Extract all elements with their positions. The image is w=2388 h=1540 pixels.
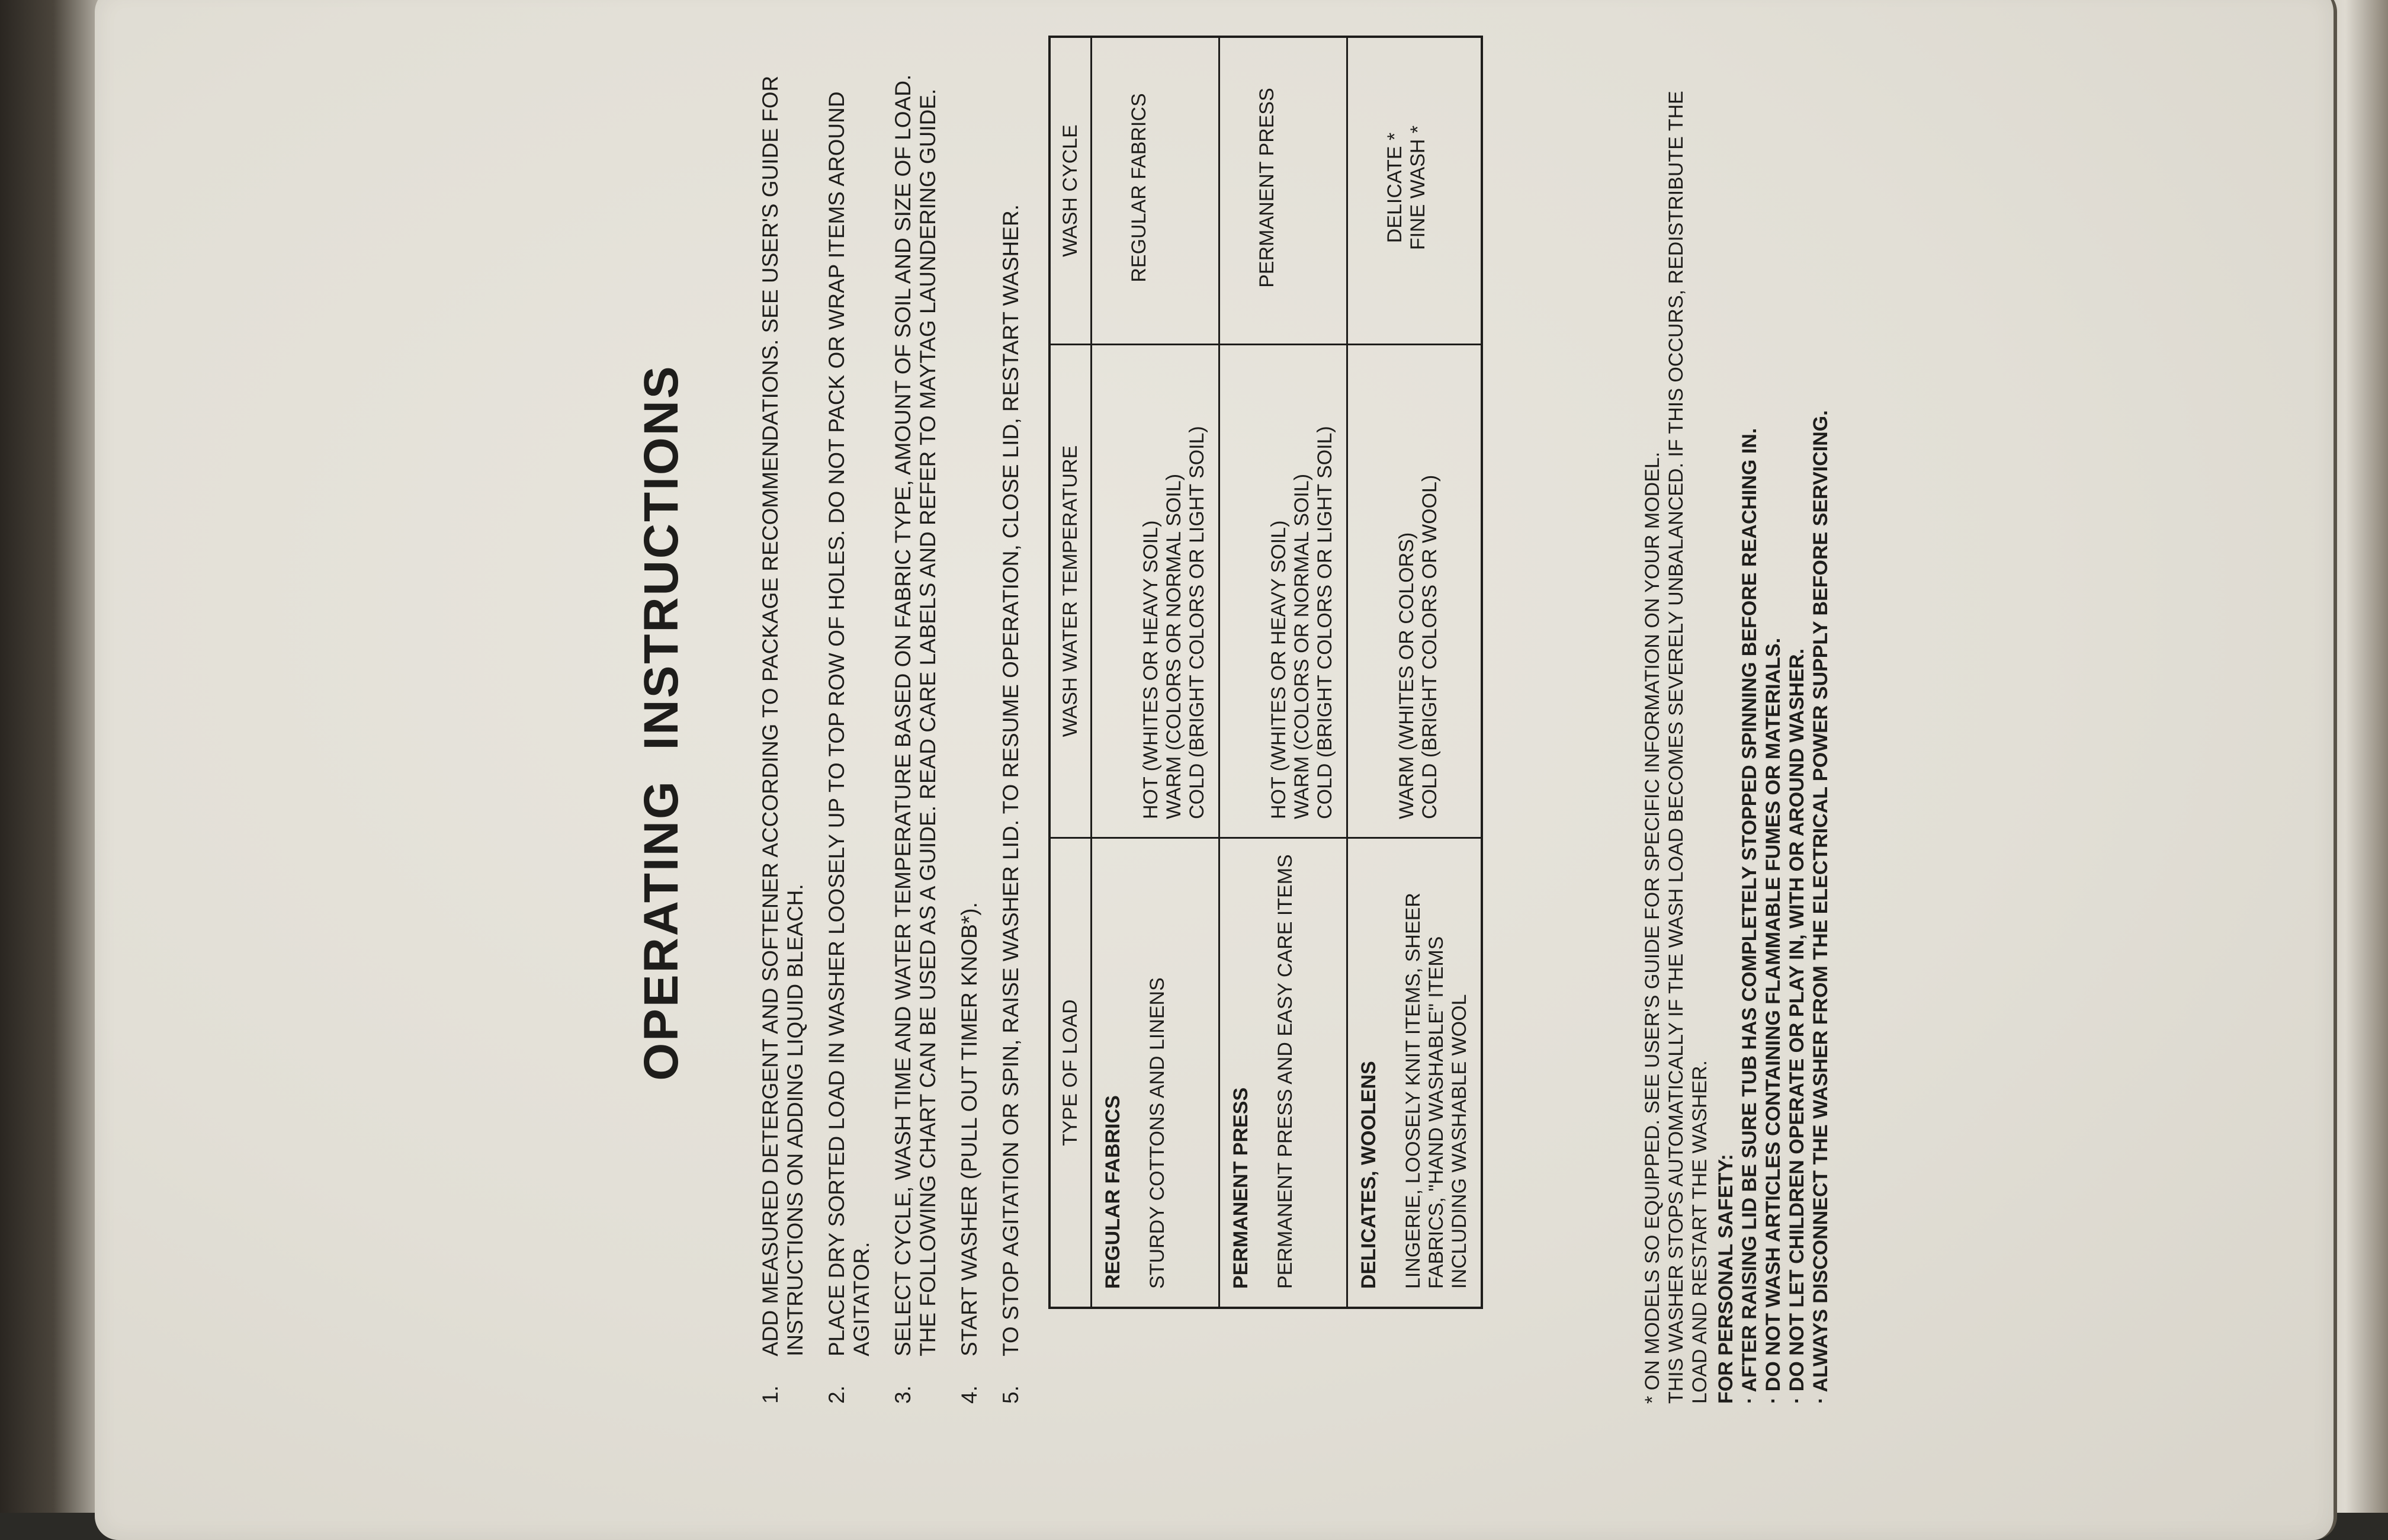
col-header-temperature: WASH WATER TEMPERATURE [1049,345,1092,838]
step-number: 5. [999,1385,1023,1404]
step-text: SELECT CYCLE, WASH TIME AND WATER TEMPERATURE BASED ON FABRIC TYPE, AMOUNT OF SOIL AND SIZE OF LOAD. THE FOLLOWING CHART CAN BE USED AS A GUIDE. READ CARE LABELS AND REFER TO MAYTAG LAUNDERING GUIDE. [891,74,940,1356]
step-item [758,41,808,1404]
notes-section [1641,41,1832,1404]
load-cell [1219,838,1347,1308]
step-number: 2. [824,1385,849,1404]
load-cell [1092,838,1219,1308]
step-text: PLACE DRY SORTED LOAD IN WASHER LOOSELY UP TO TOP ROW OF HOLES. DO NOT PACK OR WRAP ITEMS AROUND AGITATOR. [824,91,874,1356]
table-header-row [1049,37,1092,1308]
group-name: PERMANENT PRESS [1230,1087,1252,1289]
safety-item: · DO NOT LET CHILDREN OPERATE OR PLAY IN, WITH OR AROUND WASHER. [1786,648,1808,1404]
load-description: PERMANENT PRESS AND EASY CARE ITEMS [1274,854,1296,1289]
temp-line: HOT (WHITES OR HEAVY SOIL) [1267,520,1290,819]
safety-item: · AFTER RAISING LID BE SURE TUB HAS COMPLETELY STOPPED SPINNING BEFORE REACHING IN. [1738,428,1761,1404]
cycle-line: DELICATE * [1384,132,1406,243]
steps-list [758,41,1040,1404]
temp-line: COLD (BRIGHT COLORS OR LIGHT SOIL) [1314,426,1336,819]
group-name: DELICATES, WOOLENS [1357,1061,1380,1289]
cycle-cell [1092,37,1219,345]
cycle-line: PERMANENT PRESS [1256,88,1278,288]
step-item [891,41,941,1404]
temp-line: HOT (WHITES OR HEAVY SOIL) [1140,520,1162,819]
unbalanced-note: THIS WASHER STOPS AUTOMATICALLY IF THE WASH LOAD BECOMES SEVERELY UNBALANCED. IF THIS OCCURS, REDISTRIBUTE THE LOAD AND RESTART THE WASHER. [1665,91,1711,1404]
step-text: START WASHER (PULL OUT TIMER KNOB*). [957,902,981,1356]
table-row [1219,37,1347,1308]
step-item [999,41,1023,1404]
safety-heading: FOR PERSONAL SAFETY: [1715,1154,1737,1404]
col-header-load: TYPE OF LOAD [1049,838,1092,1308]
step-item [957,41,982,1404]
temp-line: WARM (WHITES OR COLORS) [1395,532,1418,819]
step-number: 3. [891,1385,915,1404]
table-row [1092,37,1219,1308]
temperature-cell [1219,345,1347,838]
temp-line: WARM (COLORS OR NORMAL SOIL) [1291,473,1313,819]
load-description: STURDY COTTONS AND LINENS [1146,977,1169,1289]
step-text: ADD MEASURED DETERGENT AND SOFTENER ACCORDING TO PACKAGE RECOMMENDATIONS. SEE USER'S GUIDE FOR INSTRUCTIONS ON ADDING LIQUID BLEACH. [758,75,807,1356]
instruction-label [622,18,1832,1427]
safety-item: · ALWAYS DISCONNECT THE WASHER FROM THE ELECTRICAL POWER SUPPLY BEFORE SERVICING. [1809,410,1832,1404]
cycle-line: FINE WASH * [1407,125,1429,251]
group-name: REGULAR FABRICS [1102,1095,1124,1289]
wash-chart-table [1048,36,1483,1309]
step-number: 4. [957,1385,981,1404]
temperature-cell [1092,345,1219,838]
page-title: OPERATING INSTRUCTIONS [634,364,688,1081]
temperature-cell [1347,345,1482,838]
table-row [1347,37,1482,1308]
safety-item: · DO NOT WASH ARTICLES CONTAINING FLAMMABLE FUMES OR MATERIALS. [1762,637,1784,1404]
temp-line: WARM (COLORS OR NORMAL SOIL) [1163,473,1185,819]
cycle-cell [1219,37,1347,345]
load-description: LINGERIE, LOOSELY KNIT ITEMS, SHEER FABRICS, "HAND WASHABLE" ITEMS INCLUDING WASHABLE WOOL [1402,893,1471,1289]
col-header-cycle: WASH CYCLE [1049,37,1092,345]
load-cell [1347,838,1482,1308]
step-item [824,41,874,1404]
step-number: 1. [758,1385,782,1404]
temp-line: COLD (BRIGHT COLORS OR LIGHT SOIL) [1186,426,1208,819]
cycle-cell [1347,37,1482,345]
step-text: TO STOP AGITATION OR SPIN, RAISE WASHER LID. TO RESUME OPERATION, CLOSE LID, RESTART WASHER. [999,204,1023,1356]
temp-line: COLD (BRIGHT COLORS OR WOOL) [1418,474,1441,819]
footnote: * ON MODELS SO EQUIPPED. SEE USER'S GUIDE FOR SPECIFIC INFORMATION ON YOUR MODEL. [1641,451,1664,1404]
cycle-line: REGULAR FABRICS [1128,93,1150,283]
